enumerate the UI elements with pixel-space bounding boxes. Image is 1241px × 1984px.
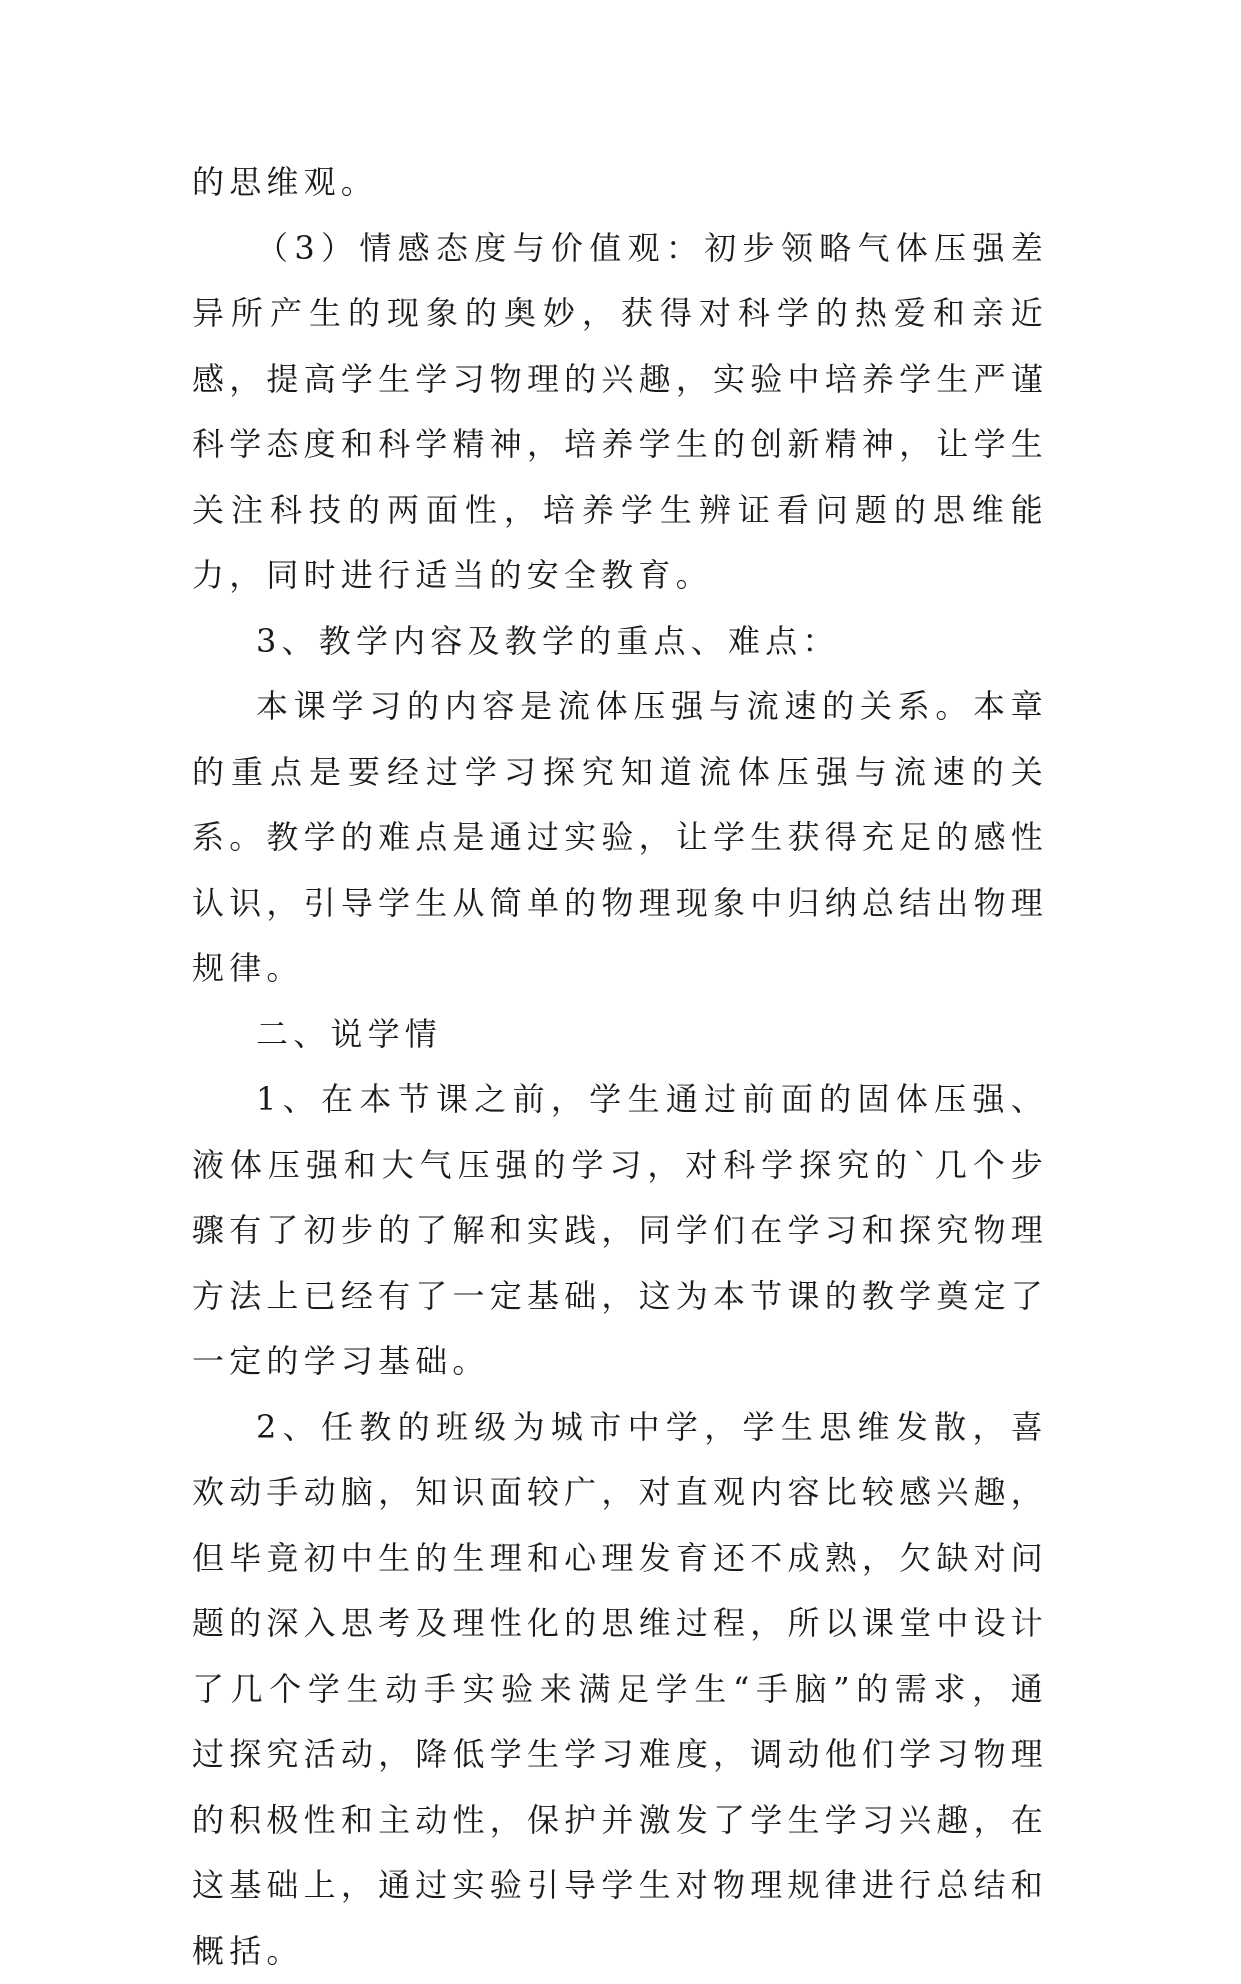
section-heading-student-analysis: 二、说学情	[192, 1002, 1048, 1068]
paragraph-student-analysis-1: 1、在本节课之前，学生通过前面的固体压强、液体压强和大气压强的学习，对科学探究的`几个步骤有了初步的了解和实践，同学们在学习和探究物理方法上已经有了一定基础，这为本节课的教学奠定了一定的学习基础。	[192, 1067, 1048, 1395]
document-body	[192, 150, 1048, 1984]
paragraph-continuation: 的思维观。	[192, 150, 1048, 216]
paragraph-emotional-values: （3）情感态度与价值观：初步领略气体压强差异所产生的现象的奥妙，获得对科学的热爱和亲近感，提高学生学习物理的兴趣，实验中培养学生严谨科学态度和科学精神，培养学生的创新精神，让学生关注科技的两面性，培养学生辨证看问题的思维能力，同时进行适当的安全教育。	[192, 216, 1048, 609]
paragraph-teaching-content-heading: 3、教学内容及教学的重点、难点：	[192, 609, 1048, 675]
paragraph-student-analysis-2: 2、任教的班级为城市中学，学生思维发散，喜欢动手动脑，知识面较广，对直观内容比较感兴趣，但毕竟初中生的生理和心理发育还不成熟，欠缺对问题的深入思考及理性化的思维过程，所以课堂中设计了几个学生动手实验来满足学生“手脑”的需求，通过探究活动，降低学生学习难度，调动他们学习物理的积极性和主动性，保护并激发了学生学习兴趣，在这基础上，通过实验引导学生对物理规律进行总结和概括。	[192, 1395, 1048, 1984]
paragraph-teaching-content: 本课学习的内容是流体压强与流速的关系。本章的重点是要经过学习探究知道流体压强与流速的关系。教学的难点是通过实验，让学生获得充足的感性认识，引导学生从简单的物理现象中归纳总结出物理规律。	[192, 674, 1048, 1002]
